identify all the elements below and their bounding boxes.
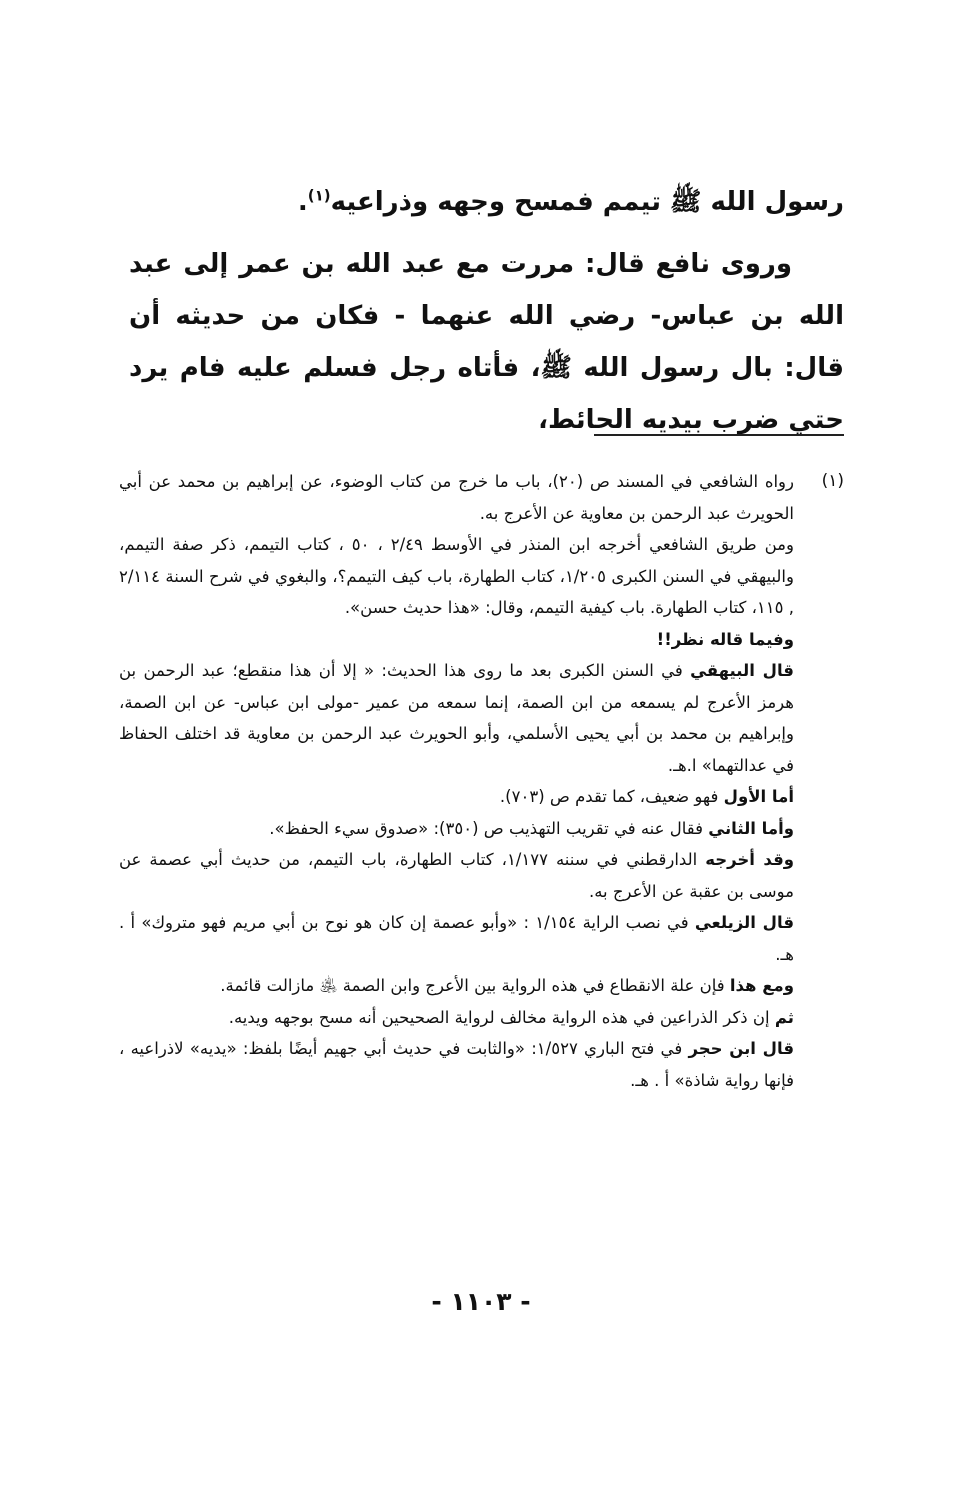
footnote-para-1: رواه الشافعي في المسند ص (٢٠)، باب ما خرج من كتاب الوضوء، عن إبراهيم بن محمد عن أبي الحويرث عبد الرحمن بن معاوية عن الأعرج به. (119, 472, 794, 523)
main-paragraph-2: وروى نافع قال: مررت مع عبد الله بن عمر إلى عبد الله بن عباس- رضي الله عنهما - فكان من حديثه أن قال: بال رسول الله ﷺ، فأتاه رجل فسلم عليه فام يرد حتي ضرب بيديه الحائط، (129, 249, 844, 435)
footnote-divider (594, 434, 844, 436)
footnote-para-4-bold: قال البيهقي (690, 661, 794, 680)
footnote-para-8-bold: قال الزيلعي (694, 913, 794, 932)
footnote-para-6 (119, 813, 794, 845)
footnote-para-4 (119, 655, 794, 781)
footnote-reference: (١) (307, 186, 331, 205)
footnotes (119, 466, 844, 1096)
footnote-para-8-text: في نصب الراية ١/١٥٤ : «وأبو عصمة إن كان هو نوح بن أبي مريم فهو متروك» أ . هـ. (119, 913, 794, 964)
footnote-para-8 (119, 907, 794, 970)
footnote-para-3 (119, 624, 794, 656)
footnote-para-11 (119, 1033, 794, 1096)
footnote-1 (119, 466, 844, 1096)
footnote-para-5-text: فهو ضعيف، كما تقدم ص (٧٠٣). (499, 787, 724, 806)
footnote-para-6-text: فقال عنه في تقريب التهذيب ص (٣٥٠): «صدوق سيء الحفظ». (269, 818, 709, 838)
footnote-para-5-bold: أما الأول (723, 787, 794, 806)
footnote-para-10-bold: ثم (774, 1007, 794, 1027)
footnote-para-9-text: فإن علة الانقطاع في هذه الرواية بين الأعرج وابن الصمة ﵁ مازالت قائمة. (220, 976, 730, 995)
footnote-para-3-bold: وفيما قاله نظر!! (656, 629, 794, 649)
footnote-para-11-text: في فتح الباري ١/٥٢٧: «والثابت في حديث أبي جهيم أيضًا بلفظ: «يديه» لاذراعيه ، فإنها رواية شاذة» أ . هـ. (119, 1039, 794, 1090)
footnote-para-7 (119, 844, 794, 907)
page-number: - ١١٠٣ - (431, 1287, 531, 1316)
footnote-para-7-bold: وقد أخرجه (705, 850, 795, 869)
footnote-body (119, 466, 794, 1096)
footnote-para-10 (119, 1002, 794, 1034)
footnote-para-10-text: إن ذكر الذراعين في هذه الرواية مخالف لرواية الصحيحين أنه مسح بوجهه ويديه. (228, 1007, 775, 1027)
footnote-para-4-text: في السنن الكبرى بعد ما روى هذا الحديث: « إلا أن هذا منقطع؛ عبد الرحمن بن هرمز الأعرج لم يسمعه من ابن الصمة، إنما سمعه من عمير -مولى ابن عباس- عن ابن الصمة، وإبراهيم بن محمد بن أبي يحيى الأسلمي، وأبو الحويرث عبد الرحمن بن معاوية قد اختلف الحفاظ في عدالتهما» ا.هـ. (119, 661, 794, 775)
main-line-1 (129, 176, 844, 228)
footnote-para-7-text: الدارقطني في سننه ١/١٧٧، كتاب الطهارة، باب التيمم، من حديث أبي عصمة عن موسى بن عقبة عن الأعرج به. (119, 850, 794, 901)
footnote-para-9 (119, 970, 794, 1002)
main-text (129, 176, 844, 446)
main-line-1-text: رسول الله ﷺ تيمم فمسح وجهه وذراعيه (330, 187, 844, 217)
footnote-para-6-bold: وأما الثاني (708, 818, 794, 838)
footnote-number: (١) (821, 471, 844, 491)
footnote-para-5 (119, 781, 794, 813)
footnote-para-11-bold: قال ابن حجر (688, 1039, 795, 1058)
main-line-1-end: . (297, 187, 308, 217)
footnote-para-9-bold: ومع هذا (729, 976, 794, 995)
footnote-para-2: ومن طريق الشافعي أخرجه ابن المنذر في الأوسط ٢/٤٩ ، ٥٠ ، كتاب التيمم، ذكر صفة التيمم، والبيهقي في السنن الكبرى ١/٢٠٥، كتاب الطهارة، باب كيف التيمم؟، والبغوي في شرح السنة ٢/١١٤ , ١١٥، كتاب الطهارة. باب كيفية التيمم، وقال: «هذا حديث حسن». (119, 535, 794, 617)
